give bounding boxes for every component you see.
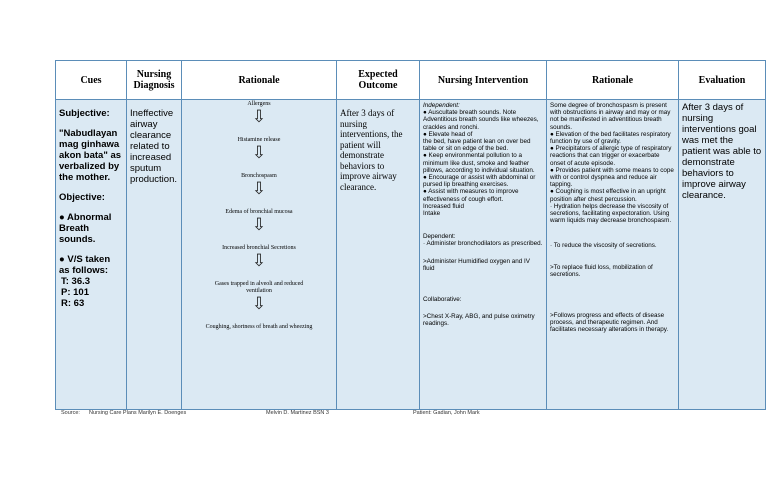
- rationale-item: · To reduce the viscosity of secretions.: [550, 242, 657, 250]
- flow-step: Increased bronchial Secretions: [222, 245, 296, 251]
- intervention-item: the bed, have patient lean on over bed table or sit on edge of the bed.: [423, 138, 531, 153]
- objective-label: Objective:: [59, 192, 105, 203]
- header-nursing-diagnosis: Nursing Diagnosis: [127, 61, 182, 100]
- flow-step: Gases trapped in alveoli and reduced ventilation: [214, 281, 304, 294]
- rationale-item: ● Precipitators of allergic type of respiratory reactions that can trigger or exacerbate onset of acute episode.: [550, 145, 672, 167]
- rationale-item: ● Provides patient with some means to cope with or control dyspnea and reduce air tapping.: [550, 166, 674, 189]
- flow-step: Edema of bronchial mucosa: [225, 209, 293, 215]
- header-expected-outcome: Expected Outcome: [337, 61, 420, 100]
- flow-step: Histamine release: [237, 137, 281, 143]
- rationale-item: >Follows progress and effects of disease process, and therapeutic regimen. And facilitates necessary alterations in therapy.: [550, 312, 669, 334]
- content-row: [56, 100, 766, 410]
- pulse-value: P: 101: [61, 287, 89, 298]
- evaluation-cell: After 3 days of nursing interventions goal was met the patient was able to demonstrate behaviors to improve airway clearance.: [679, 100, 766, 410]
- dependent-label: Dependent:: [423, 233, 456, 241]
- header-row: [56, 61, 766, 100]
- intervention-item: Intake: [423, 210, 441, 218]
- flow-step: Bronchospasm: [241, 173, 277, 179]
- rationale-item: · Hydration helps decrease the viscosity of secretions, facilitating expectoration. Using warm liquids may decrease bronchospasm.: [550, 202, 672, 225]
- cues-cell: [56, 100, 127, 410]
- rationale-item: >To replace fluid loss, mobilization of secretions.: [550, 263, 653, 278]
- intervention-item: ● Keep environmental pollution to a minimum like dust, smoke and feather pillows, according to individual situation.: [423, 152, 535, 174]
- rationale-item: ● Coughing is most effective in an upright position after chest percussion.: [550, 188, 666, 203]
- header-rationale-2: Rationale: [547, 61, 679, 100]
- intervention-item: crackles and ronchi.: [423, 123, 479, 131]
- finding-abnormal-breath-sounds: ● Abnormal Breath sounds.: [59, 212, 112, 245]
- intervention-item: ● Elevate head of: [423, 130, 473, 138]
- intervention-item: Increased fluid: [423, 202, 464, 210]
- respiration-value: R: 63: [61, 298, 85, 309]
- temperature-value: T: 36.3: [61, 276, 91, 287]
- nursing-care-plan-table: [55, 60, 766, 410]
- intervention-item: >Chest X-Ray, ABG, and pulse oximetry readings.: [423, 313, 535, 328]
- header-nursing-intervention: Nursing Intervention: [420, 61, 547, 100]
- collaborative-label: Collaborative:: [423, 296, 462, 304]
- down-arrow-icon: ⇩: [251, 251, 267, 271]
- rationale-item: ● Elevation of the bed facilitates respiratory function by use of gravity.: [550, 130, 671, 146]
- header-evaluation: Evaluation: [679, 61, 766, 100]
- subjective-label: Subjective:: [59, 108, 110, 119]
- footer-student: Melvin D. Martinez BSN 3: [266, 410, 329, 416]
- footer-source: Nursing Care Plans Marilyn E. Doenges: [89, 410, 187, 416]
- header-rationale: Rationale: [182, 61, 337, 100]
- pathophysiology-cell: [182, 100, 337, 410]
- diagnosis-cell: Ineffective airway clearance related to increased sputum production.: [127, 100, 182, 410]
- intervention-item: ● Auscultate breath sounds. Note Adventitious breath sounds like wheezes,: [423, 109, 539, 124]
- intervention-item: · Administer bronchodilators as prescribed.: [423, 240, 543, 248]
- header-cues: Cues: [56, 61, 127, 100]
- intervention-item: >Administer Humidified oxygen and IV fluid: [423, 257, 530, 272]
- finding-vital-signs: ● V/S taken as follows:: [59, 254, 111, 276]
- intervention-item: ● Encourage or assist with abdominal or pursed lip breathing exercises.: [423, 174, 536, 189]
- down-arrow-icon: ⇩: [251, 179, 267, 199]
- rationale-cell: [547, 100, 679, 410]
- down-arrow-icon: ⇩: [251, 215, 267, 235]
- flow-step: Allergens: [247, 101, 271, 107]
- down-arrow-icon: ⇩: [251, 143, 267, 163]
- rationale-item: Some degree of bronchospasm is present with obstructions in airway and may or may not be manifested in adventitious breath sounds.: [550, 102, 671, 131]
- intervention-item: ● Assist with measures to improve effectiveness of cough effort.: [423, 188, 519, 203]
- down-arrow-icon: ⇩: [251, 107, 267, 127]
- down-arrow-icon: ⇩: [251, 294, 267, 314]
- flow-step: Coughing, shortness of breath and wheezing: [205, 324, 313, 330]
- subjective-text: "Nabudlayan mag ginhawa akon bata" as verbalized by the mother.: [59, 128, 122, 183]
- footer-patient: Patient: Gadian, John Mark: [413, 410, 480, 416]
- expected-outcome-cell: After 3 days of nursing interventions, the patient will demonstrate behaviors to improve airway clearance.: [337, 100, 420, 410]
- footer-source-label: Source:: [61, 410, 80, 416]
- independent-label: Independent:: [423, 102, 460, 109]
- intervention-cell: [420, 100, 547, 410]
